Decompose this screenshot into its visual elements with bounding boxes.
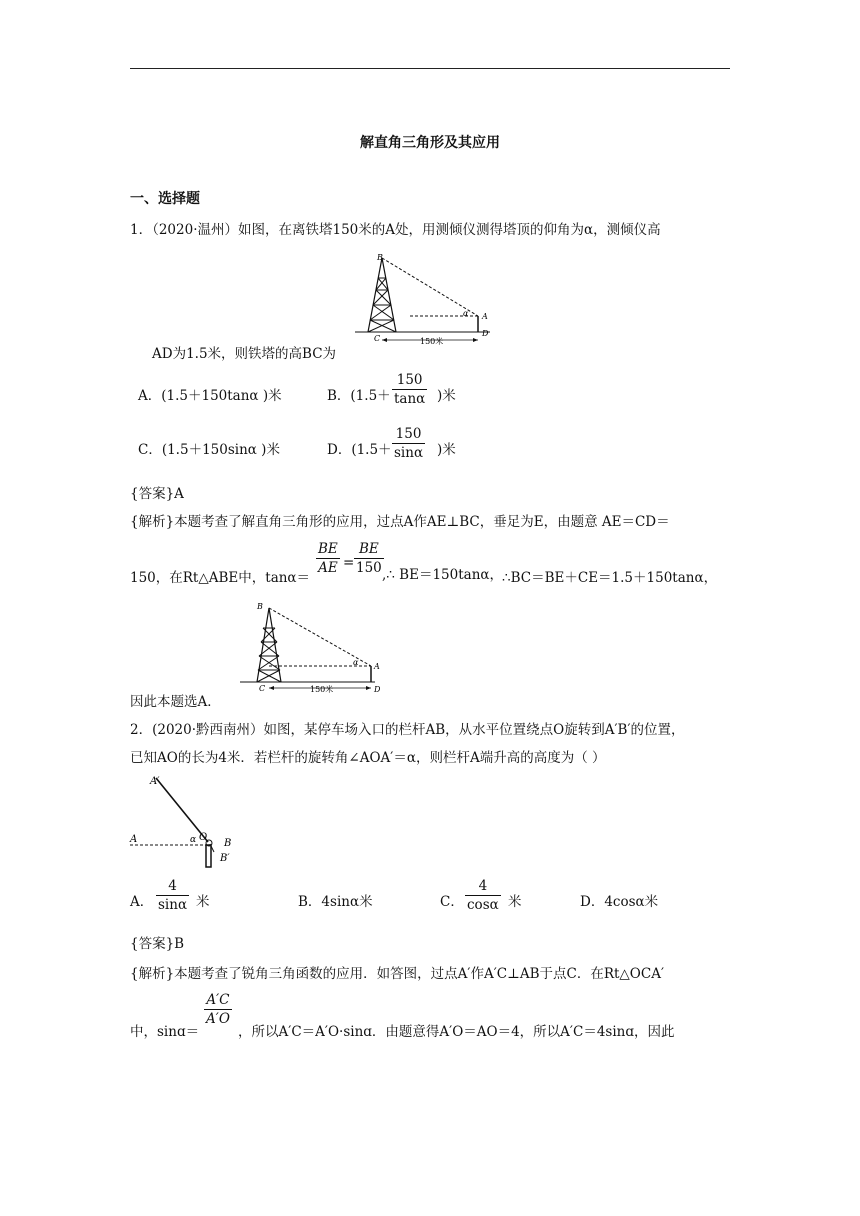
q2-option-a-prefix: A． bbox=[130, 894, 154, 910]
q2-frac-numerator: A′C bbox=[206, 992, 230, 1008]
q2-barrier-figure bbox=[128, 772, 248, 872]
q1-ans-fig-label-d: D bbox=[374, 685, 381, 694]
q2-analysis-line2-prefix: 中，sinɑ＝ bbox=[130, 1024, 200, 1040]
q2-option-c-numerator: 4 bbox=[478, 878, 488, 894]
q1-option-d-numerator: 150 bbox=[395, 426, 422, 442]
q1-option-b-prefix: B．(1.5＋ bbox=[327, 388, 391, 404]
q2-option-c-prefix: C． bbox=[440, 894, 464, 910]
q2-option-a-suffix: 米 bbox=[196, 894, 210, 910]
q1-answer: {答案}A bbox=[130, 486, 184, 502]
section-heading: 一、选择题 bbox=[130, 191, 200, 207]
q1-analysis-equals: = bbox=[343, 555, 355, 571]
q1-option-d-denominator: sinα bbox=[394, 445, 424, 461]
q1-option-c: C．(1.5＋150sinα )米 bbox=[138, 442, 280, 458]
q1-frac2-denominator: 150 bbox=[356, 560, 382, 576]
q1-tower-figure bbox=[350, 250, 500, 350]
q1-fig-label-c: C bbox=[374, 334, 381, 343]
q1-option-b-fraction bbox=[392, 372, 427, 407]
q2-fig-label-o: O bbox=[199, 832, 208, 843]
q1-option-b-suffix: )米 bbox=[437, 388, 456, 404]
q2-option-a-fraction bbox=[156, 878, 189, 913]
q2-option-b: B．4sinα米 bbox=[298, 894, 373, 910]
q1-analysis-line1: {解析}本题考查了解直角三角形的应用，过点A作AE⊥BC，垂足为E，由题意 AE＝CD＝ bbox=[130, 514, 670, 530]
q2-fig-label-b: B bbox=[224, 838, 232, 849]
q2-fig-label-b-prime: B′ bbox=[220, 853, 230, 864]
q2-fig-label-a-prime: A′ bbox=[150, 776, 160, 787]
q1-stem-line1: 1．（2020·温州）如图，在离铁塔150米的A处，用测倾仪测得塔顶的仰角为α，测倾仪高 bbox=[130, 222, 661, 238]
q1-frac1-numerator: BE bbox=[318, 541, 338, 557]
q2-option-d: D．4cosα米 bbox=[580, 894, 659, 910]
q1-analysis-line2-prefix: 150，在Rt△ABE中，tanα＝ bbox=[130, 570, 311, 586]
q2-analysis-line1: {解析}本题考查了锐角三角函数的应用．如答图，过点A′作A′C⊥AB于点C．在Rt△OCA′ bbox=[130, 966, 665, 982]
q1-option-d-suffix: )米 bbox=[437, 442, 456, 458]
q1-analysis-line3: 因此本题选A． bbox=[130, 694, 221, 710]
q1-option-b-numerator: 150 bbox=[396, 372, 423, 388]
q1-fig-label-alpha: α bbox=[463, 309, 469, 318]
q2-option-c-denominator: cosα bbox=[467, 897, 499, 913]
q1-ans-fig-distance: 150米 bbox=[310, 685, 334, 694]
q1-fig-label-b: B bbox=[377, 253, 383, 262]
q1-analysis-fraction1 bbox=[316, 541, 340, 576]
q2-frac-denominator: A′O bbox=[206, 1011, 230, 1027]
q1-ans-fig-label-c: C bbox=[259, 684, 266, 693]
q2-analysis-fraction bbox=[204, 992, 232, 1027]
q1-frac2-numerator: BE bbox=[359, 541, 379, 557]
q1-analysis-line2-mid: ,∴ BE＝150tanα， bbox=[382, 567, 503, 583]
q1-ans-fig-label-b: B bbox=[257, 602, 263, 611]
q1-fig-label-d: D bbox=[482, 329, 489, 338]
header-rule bbox=[130, 68, 730, 69]
q2-stem-line1: 2．(2020·黔西南州）如图，某停车场入口的栏杆AB，从水平位置绕点O旋转到A′B′的位置， bbox=[130, 722, 685, 738]
q1-ans-fig-label-alpha: α bbox=[353, 658, 359, 667]
q1-stem-line2: AD为1.5米，则铁塔的高BC为 bbox=[152, 346, 337, 362]
q1-option-d-fraction bbox=[392, 426, 425, 461]
q1-analysis-fraction2 bbox=[354, 541, 384, 576]
q2-option-a-denominator: sinα bbox=[158, 897, 188, 913]
q1-analysis-line2-suffix: ∴BC＝BE＋CE＝1.5＋150tanα， bbox=[502, 570, 718, 586]
q2-fig-label-a: A bbox=[130, 834, 138, 845]
q2-analysis-line2-suffix: ，所以A′C＝A′O·sinɑ．由题意得A′O＝AO＝4，所以A′C＝4sinɑ，因此 bbox=[238, 1024, 675, 1040]
q2-fig-label-alpha: α bbox=[190, 835, 197, 845]
q1-option-a: A．(1.5＋150tanα )米 bbox=[138, 388, 282, 404]
q2-answer: {答案}B bbox=[130, 936, 185, 952]
q1-ans-fig-label-a: A bbox=[374, 662, 380, 671]
q1-fig-distance: 150米 bbox=[420, 337, 444, 346]
q1-option-b-denominator: tanα bbox=[394, 391, 426, 407]
q2-option-a-numerator: 4 bbox=[168, 878, 177, 894]
q1-frac1-denominator: AE bbox=[318, 560, 338, 576]
q2-stem-line2: 已知AO的长为4米．若栏杆的旋转角∠AOA′＝α，则栏杆A端升高的高度为（ ） bbox=[130, 750, 606, 766]
q1-answer-figure bbox=[235, 600, 395, 695]
page-title: 解直角三角形及其应用 bbox=[360, 135, 500, 151]
q1-option-d-prefix: D．(1.5＋ bbox=[327, 442, 392, 458]
q2-option-c-suffix: 米 bbox=[508, 894, 522, 910]
q1-fig-label-a: A bbox=[482, 312, 488, 321]
q2-option-c-fraction bbox=[465, 878, 501, 913]
